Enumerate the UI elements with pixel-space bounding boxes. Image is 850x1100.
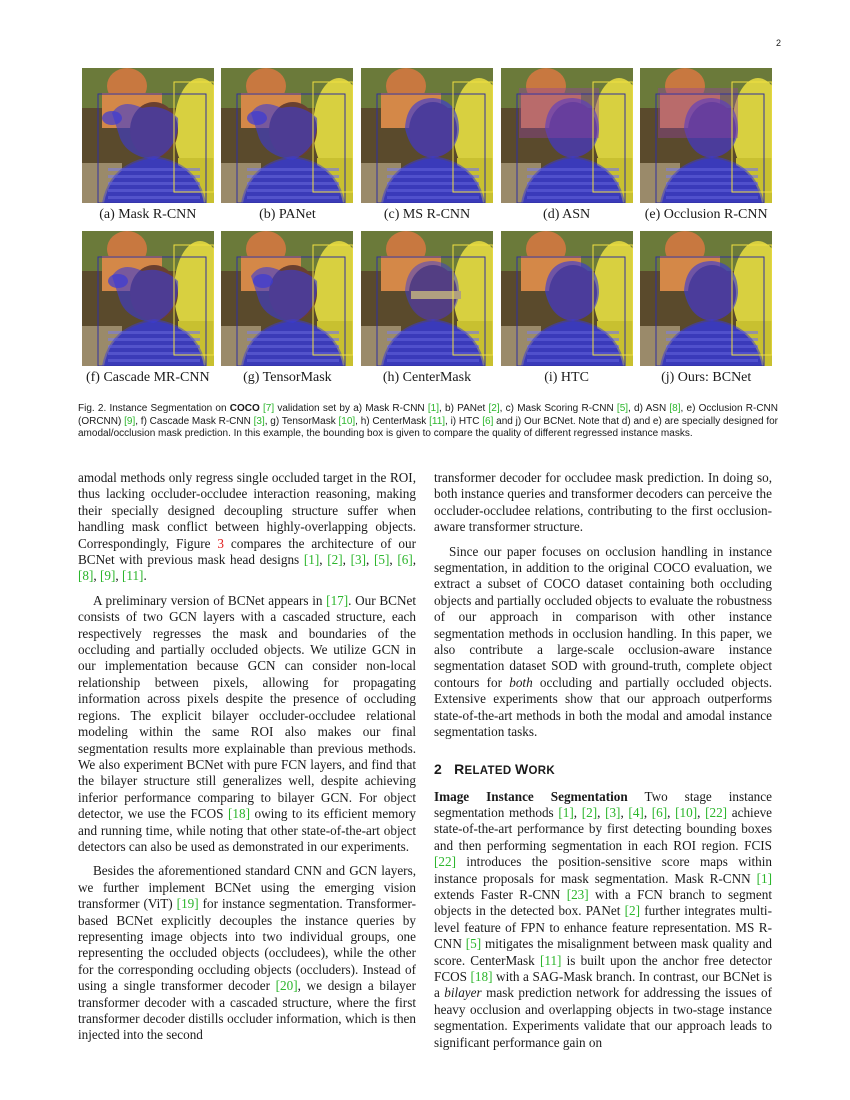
subfigure-caption: (h) CenterMask — [382, 370, 472, 385]
figure-reference-link[interactable]: 3 — [217, 535, 224, 551]
body-paragraph: amodal methods only regress single occluded target in the ROI, thus lacking occluder-occludee interaction reasoning, making their specially designed decoupling structure suffer when handling mask conflict between highly-overlapping objects. Correspondingly, Figure 3 compares the architecture of our BCNet with previous mask head designs [1], [2], [3], [5], [6], [8], [9], [11]. — [78, 470, 417, 584]
citation-link[interactable]: [19] — [176, 896, 199, 912]
segmentation-result-image — [501, 231, 633, 366]
figure-panel — [497, 68, 637, 223]
citation-link[interactable]: [6] — [651, 804, 668, 820]
subfigure-caption: (b) PANet — [259, 207, 316, 222]
citation-link[interactable]: [5] — [373, 552, 390, 568]
emphasis-text: both — [509, 674, 533, 690]
figure-row-2 — [78, 231, 776, 386]
citation-link[interactable]: [3] — [253, 415, 265, 427]
citation-link[interactable]: [1] — [756, 870, 772, 886]
citation-link[interactable]: [3] — [605, 804, 621, 820]
segmentation-result-image — [221, 231, 353, 366]
citation-link[interactable]: [23] — [566, 886, 589, 902]
citation-link[interactable]: [2] — [581, 804, 598, 820]
citation-link[interactable]: [20] — [275, 978, 298, 994]
body-paragraph: A preliminary version of BCNet appears in [17]. Our BCNet consists of two GCN layers with a cascaded structure, each respectively regresses the mask and boundaries of the occluding and partially occluded objects. We utilize GCN in our implementation because GCN can consider non-local relationship between pixels, allowing for propagating information across pixels despite the presence of occluding regions. The explicit bilayer occluder-occludee relational modeling within the same ROI also makes our final segmentation results more explainable than previous methods. We also experiment BCNet with pure FCN layers, and find that the bilayer structure still generalizes well, despite achieving inferior performance comparing to bilayer GCN. For object detector, we use the FCOS [18] owing to its efficient memory and running time, while noting that other state-of-the-art object detectors can also be used as demonstrated in our experiments. — [78, 592, 417, 854]
emphasis-text: bilayer — [444, 985, 482, 1001]
body-paragraph: Since our paper focuses on occlusion handling in instance segmentation, in addition to the original COCO evaluation, we extract a subset of COCO dataset containing both occluding objects and partially occluded objects to evaluate the robustness of our approach in comparison with other instance segmentation methods in occlusion handling. In this paper, we also contribute a large-scale occlusion-aware instance segmentation dataset SOD with ground-truth, complete object contours for both occluding and partially occluded objects. Extensive experiments show that our approach outperforms state-of-the-art methods in both the modal and amodal instance segmentation tasks. — [434, 543, 773, 740]
left-column — [78, 470, 416, 1044]
citation-link[interactable]: [8] — [78, 568, 94, 584]
run-in-heading: Image Instance Segmentation — [434, 788, 628, 804]
segmentation-result-image — [361, 231, 493, 366]
citation-link[interactable]: [8] — [669, 403, 681, 414]
citation-link[interactable]: [6] — [397, 552, 413, 568]
subfigure-caption: (f) Cascade MR-CNN — [85, 370, 210, 385]
citation-link[interactable]: [3] — [350, 552, 366, 568]
right-column — [434, 470, 772, 1051]
figure-2 — [78, 68, 776, 386]
figure-panel — [636, 68, 776, 223]
citation-link[interactable]: [10] — [338, 415, 356, 427]
citation-link[interactable]: [10] — [675, 804, 698, 820]
subfigure-caption: (d) ASN — [543, 207, 591, 222]
subfigure-caption: (i) HTC — [544, 370, 589, 385]
citation-link[interactable]: [18] — [470, 968, 493, 984]
segmentation-result-image — [640, 68, 772, 203]
subfigure-caption: (a) Mask R-CNN — [99, 207, 197, 222]
citation-link[interactable]: [9] — [124, 415, 136, 427]
citation-link[interactable]: [22] — [705, 804, 728, 820]
citation-link[interactable]: [11] — [429, 415, 446, 427]
citation-link[interactable]: [17] — [326, 592, 349, 608]
citation-link[interactable]: [4] — [628, 804, 644, 820]
figure-panel — [357, 68, 497, 223]
figure-panel — [78, 231, 218, 386]
citation-link[interactable]: [1] — [303, 552, 320, 568]
dataset-name: COCO — [229, 403, 260, 414]
figure-panel — [218, 231, 358, 386]
citation-link[interactable]: [2] — [327, 552, 343, 568]
figure-panel — [636, 231, 776, 386]
figure-panel — [497, 231, 637, 386]
related-work-paragraph: Image Instance Segmentation Two stage instance segmentation methods [1], [2], [3], [4], [6], [10], [22] achieve state-of-the-art performance by first detecting bounding boxes and then performing segmentation in each ROI region. FCIS [22] introduces the position-sensitive score maps within instance proposals for mask segmentation. Mask R-CNN [1] extends Faster R-CNN [23] with a FCN branch to segment objects in the detected box. PANet [2] further integrates multi-level feature of FPN to enhance feature representation. MS R-CNN [5] mitigates the misalignment between mask quality and score. CenterMask [11] is built upon the anchor free detector FCOS [18] with a SAG-Mask branch. In contrast, our BCNet is a bilayer mask prediction network for addressing the issues of heavy occlusion and overlapping objects in two-stage instance segmentation. Experiments validate that our approach leads to significant performance gain on — [434, 788, 773, 1050]
segmentation-result-image — [361, 68, 493, 203]
subfigure-caption: (e) Occlusion R-CNN — [644, 207, 768, 222]
citation-link[interactable]: [2] — [488, 403, 500, 414]
figure-panel — [78, 68, 218, 223]
section-heading-related-work: 2 RELATED WORK — [434, 760, 555, 777]
citation-link[interactable]: [6] — [482, 415, 494, 427]
body-paragraph: Besides the aforementioned standard CNN and GCN layers, we further implement BCNet using the emerging vision transformer (ViT) [19] for instance segmentation. Transformer-based BCNet explicitly decouples the instance queries by representing image objects into two individual groups, one representing the occluded objects (occludees), while the other for the corresponding occluding objects (occluders). Instead of using a single transformer decoder [20], we design a bilayer transformer decoder with a cascaded structure, where the first transformer decoder distills occluder information, which is then injected into the second — [78, 863, 417, 1043]
citation-link[interactable]: [2] — [624, 903, 641, 919]
subfigure-caption: (g) TensorMask — [243, 370, 332, 385]
citation-link[interactable]: [18] — [228, 806, 250, 822]
figure-caption: Fig. 2. Instance Segmentation on COCO [7] validation set by a) Mask R-CNN [1], b) PANet [2], c) Mask Scoring R-CNN [5], d) ASN [8], e) Occlusion R-CNN (ORCNN) [9], f) Cascade Mask R-CNN [3], g) TensorMask [10], h) CenterMask [11], i) HTC [6] and j) Our BCNet. Note that d) and e) are specially designed for amodal/occlusion mask prediction. In this example, the bounding box is given to compare the quality of different regressed instance masks. — [78, 403, 779, 440]
body-paragraph: transformer decoder for occludee mask prediction. In doing so, both instance queries and transformer decoders can perceive the occluder-occludee relations, contributing to the first occlusion-aware transformer structure. — [434, 470, 772, 535]
segmentation-result-image — [640, 231, 772, 366]
subfigure-caption: (c) MS R-CNN — [383, 207, 471, 222]
figure-panel — [218, 68, 358, 223]
citation-link[interactable]: [1] — [427, 403, 440, 414]
citation-link[interactable]: [22] — [434, 854, 456, 870]
figure-row-1 — [78, 68, 776, 223]
figure-panel — [357, 231, 497, 386]
section-number: 2 — [434, 760, 443, 777]
segmentation-result-image — [82, 68, 214, 203]
segmentation-result-image — [501, 68, 633, 203]
segmentation-result-image — [82, 231, 214, 366]
citation-link[interactable]: [1] — [558, 804, 574, 820]
subfigure-caption: (j) Ours: BCNet — [661, 370, 752, 385]
citation-link[interactable]: [7] — [263, 403, 275, 414]
page-number: 2 — [776, 38, 782, 48]
citation-link[interactable]: [11] — [539, 952, 562, 968]
right-column-paragraphs — [434, 470, 772, 741]
citation-link[interactable]: [5] — [616, 403, 629, 414]
citation-link[interactable]: [5] — [465, 936, 482, 952]
citation-link[interactable]: [9] — [99, 568, 116, 584]
segmentation-result-image — [221, 68, 353, 203]
citation-link[interactable]: [11] — [121, 568, 144, 584]
